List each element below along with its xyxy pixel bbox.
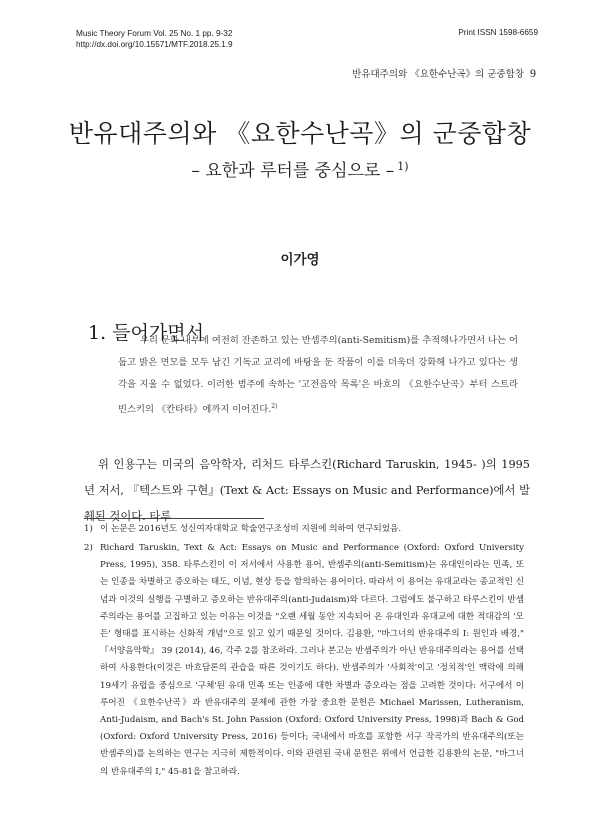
footnote-text: 이 논문은 2016년도 성신여자대학교 학술연구조성비 지원에 의하여 연구되었음. [100,524,402,534]
footnote-ref-2[interactable]: 2) [271,403,278,410]
footnote-text: Richard Taruskin, Text & Act: Essays on Music and Performance (Oxford: Oxford University Press, 1995), 358. 타루스킨이 이 저서에서 사용한 용어, 반셈주의(anti-Semitism)는 유대인이라는 민족, 또는 인종을 차별하고 증오하는 태도, 이념, 현상 등을 함의하는 용어이다. 따라서 이 용어는 유대교라는 종교적인 신념과 이것의 실행을 구별하고 증오하는 반유대주의(anti-Judaism)와 다르다. 그럼에도 불구하고 타루스킨이 반셈주의라는 용어를 고집하고 있는 이유는 이것을 "오랜 세월 동안 지속되어 온 유대인과 유대교에 대한 적대감의 '모든' 형태를 표시하는 신화적 개념"으로 읽고 있기 때문일 것이다. 김용환, "바그너의 반유대주의 I: 원인과 배경," 『서양음악학』 39 (2014), 46, 각주 2를 참조하라. 그러나 본고는 반셈주의가 아닌 반유대주의라는 용어를 선택하여 사용한다(이것은 바흐담론의 관습을 따른 것이기도 하다). 반셈주의가 '사회적'이고 '정치적'인 맥락에 의해 19세기 유럽을 중심으로 '구체'된 유대 민족 또는 인종에 대한 차별과 증오라는 점을 고려한 것이다: 서구에서 이루어진 《요한수난곡》과 반유대주의 문제에 관한 가장 중요한 문헌은 Michael Marissen, Lutheranism, Anti-Judaism, and Bach's St. John Passion (Oxford: Oxford University Press, 1998)과 Bach & God (Oxford: Oxford University Press, 2016) 등이다; 국내에서 바흐를 포함한 서구 작곡가의 반유대주의(또는 반셈주의)를 논의하는 연구는 지극히 제한적이다. 이와 관련된 국내 문헌은 위에서 언급한 김용환의 논문, "바그너의 반유대주의 I," 45-81을 참고하라. [100,543,524,777]
footnote-2 [84,540,524,781]
page-number: 9 [530,66,536,80]
quote-text: 우리 문화 내부에 여전히 잔존하고 있는 반셈주의(anti-Semitism)를 추적해나가면서 나는 어둡고 밝은 면모를 모두 남긴 기독교 교리에 바탕을 둔 작품이 이를 더욱더 강화해 나가고 있다는 생각을 지울 수 없었다. 이러한 범주에 속하는 '고전음악 목록'은 바흐의 《요한수난곡》부터 스트라빈스키의 《칸타타》에까지 이어진다. [118,335,518,416]
journal-header [76,28,233,50]
footnote-number: 2) [84,543,93,553]
running-head-title: 반유대주의와 《요한수난곡》의 군중합창 [352,69,524,80]
section-heading: 1. 들어가면서 [88,322,204,344]
footnote-number: 1) [84,524,93,534]
footnote-1 [84,521,524,538]
body-paragraph: 위 인용구는 미국의 음악학자, 리처드 타루스킨(Richard Taruskin, 1945- )의 1995년 저서, 『텍스트와 구현』(Text & Act: Essays on Music and Performance)에서 발췌된 것이다. 타루 [84,458,530,523]
issn-label: Print ISSN 1598-6659 [458,28,538,37]
author-name: 이가영 [280,252,320,268]
article-subtitle [0,156,600,181]
doi-link[interactable]: http://dx.doi.org/10.15571/MTF.2018.25.1.9 [76,40,233,49]
footnote-ref-1[interactable]: 1) [397,160,409,173]
subtitle-text: – 요한과 루터를 중심으로 – [191,161,395,181]
article-title: 반유대주의와 《요한수난곡》의 군중합창 [68,119,532,148]
footnote-divider [84,518,264,519]
running-head [352,66,536,81]
journal-citation: Music Theory Forum Vol. 25 No. 1 pp. 9-32 [76,29,233,38]
block-quote [118,330,518,421]
